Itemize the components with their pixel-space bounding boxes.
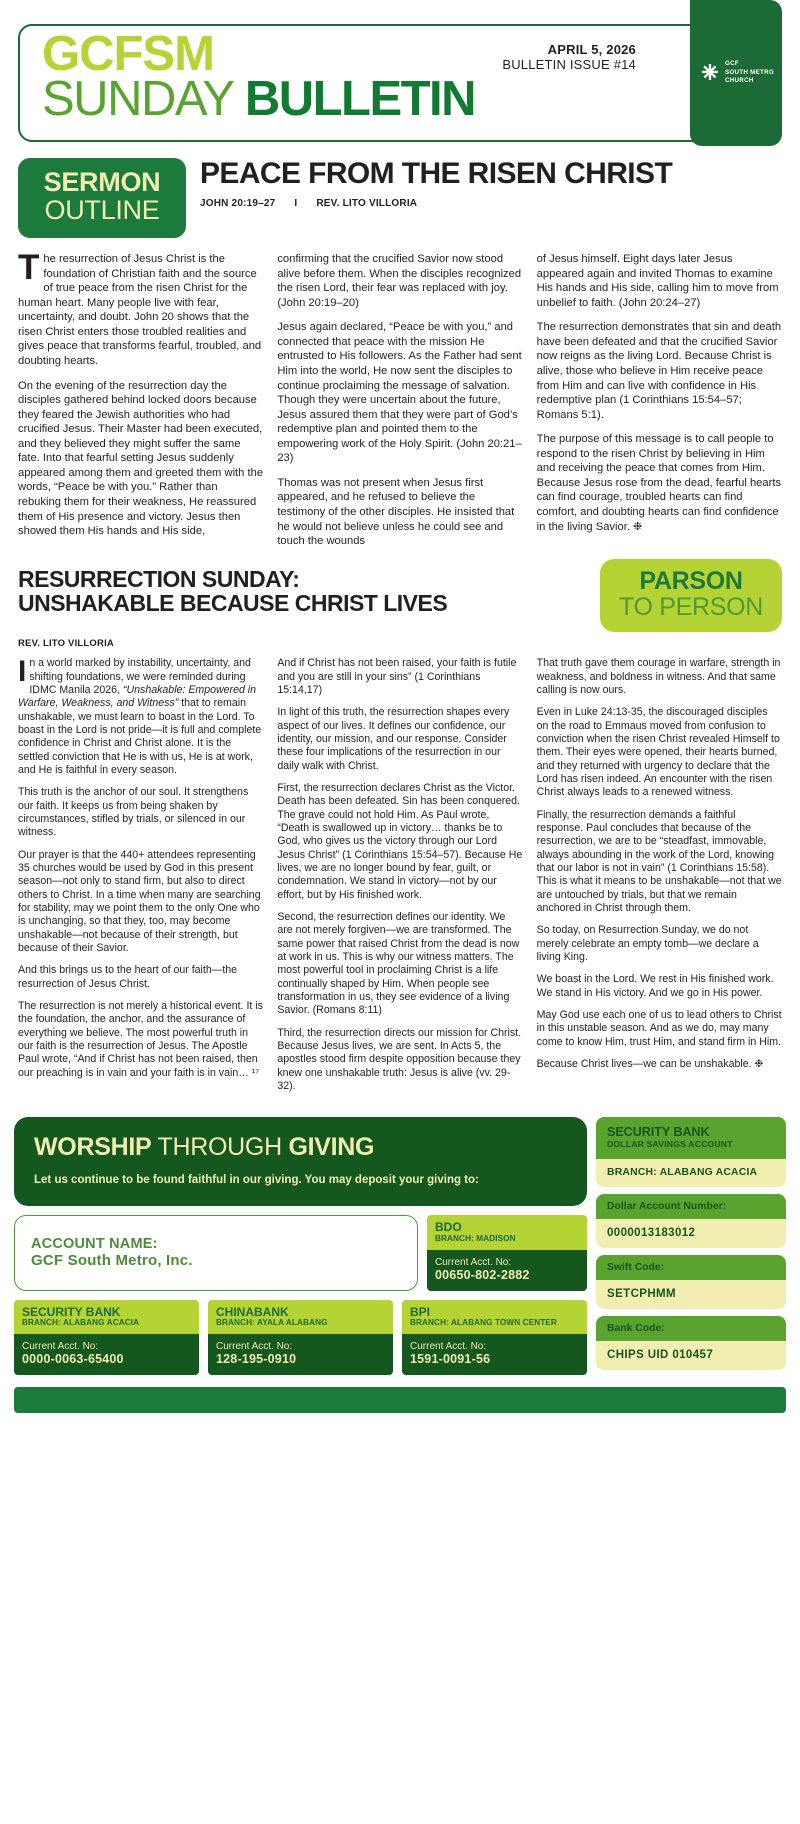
- bank-name: BDO: [435, 1220, 462, 1235]
- dollar-account-branch: BRANCH: ALABANG ACACIA: [596, 1159, 786, 1187]
- parson-paragraph: Finally, the resurrection demands a faithful response. Paul concludes that because of the resurrection, we are to be “steadfast, immovable, always abounding in the work of the Lord, knowing that our labor is not in vain” (1 Corinthians 15:58). This is what it means to be unshakable—not that we are untouched by trials, but that we remain anchored in Christ through them.: [536, 808, 782, 915]
- bank-card-header: [427, 1215, 587, 1250]
- sermon-paragraph: On the evening of the resurrection day the disciples gathered behind locked doors because they feared the Jewish authorities who had crucified Jesus. Their Master had been executed, and they believed they might suffer the same fate. Into that fearful setting Jesus suddenly appeared among them and greeted them with the words, “Peace be with you.” Rather than rebuking them for their weakness, He reassured them of His presence and victory. Jesus then showed them His hands and His side,: [18, 379, 264, 538]
- parson-paragraph: So today, on Resurrection Sunday, we do not merely celebrate an empty tomb—we declare a living King.: [536, 924, 759, 964]
- sermon-body: [18, 248, 782, 549]
- swift-code-value: SETCPHMM: [596, 1280, 786, 1309]
- parson-paragraph: And if Christ has not been raised, your faith is futile and you are still in your sins” (1 Corinthians 15:14,17): [277, 657, 517, 696]
- sermon-paragraph: Jesus again declared, “Peace be with you,” and connected that peace with the mission He entrusted to His followers. As the Father had sent Him into the world, He now sent the disciples to continue proclaiming the message of salvation. Though they were uncertain about the future, Jesus assured them that they were part of God’s redemptive plan and pointed them to the empowering work of the Holy Spirit. (John 20:21–23): [277, 321, 522, 465]
- bank-card-bpi: [402, 1300, 587, 1376]
- church-logo: [690, 0, 782, 146]
- bank-cards-row: [14, 1300, 587, 1376]
- sermon-meta-separator: I: [294, 198, 298, 210]
- sermon-scripture: JOHN 20:19–27: [200, 198, 276, 210]
- masthead-sunday: SUNDAY: [42, 72, 245, 127]
- bank-acct-number: 00650-802-2882: [435, 1267, 530, 1282]
- sermon-meta: [200, 198, 672, 209]
- giving-section: [14, 1117, 786, 1376]
- giving-heading: [34, 1133, 567, 1162]
- giving-heading-bold-1: WORSHIP: [34, 1132, 152, 1161]
- masthead: [18, 24, 782, 142]
- account-name-row: [14, 1215, 587, 1291]
- bank-card-bdo: [427, 1215, 587, 1291]
- bank-name: SECURITY BANK: [22, 1304, 121, 1319]
- sermon-column-1: [18, 248, 264, 549]
- bank-card-security-bank: [14, 1300, 199, 1376]
- dollar-account-number-value: 0000013183012: [596, 1219, 786, 1248]
- parson-badge-line-2: TO PERSON: [618, 592, 764, 621]
- parson-title: [18, 567, 447, 616]
- bank-card-header: [402, 1300, 587, 1335]
- parson-to-person-badge: [600, 559, 782, 633]
- parson-title-line-1: RESURRECTION SUNDAY:: [18, 565, 300, 592]
- parson-paragraph: And this brings us to the heart of our faith—the resurrection of Jesus Christ.: [18, 964, 238, 990]
- parson-paragraph: This truth is the anchor of our soul. It strengthens our faith. It keeps us from being shaken by circumstances, stifled by trials, or silenced in our witness.: [18, 786, 249, 839]
- parson-column-2: [277, 657, 522, 1102]
- dollar-account-number-row: [596, 1194, 786, 1248]
- sermon-paragraph: The resurrection of Jesus Christ is the foundation of Christian faith and the source of true peace from the risen Christ for the human heart. Many people live with fear, uncertainty, and doubt. John 20 shows that the risen Christ enters those troubled realities and gives peace that transforms fearful, troubled, and doubting hearts.: [18, 248, 262, 367]
- logo-line-3: CHURCH: [725, 77, 754, 85]
- sermon-outline-badge: [18, 158, 186, 238]
- parson-paragraph: In light of this truth, the resurrection shapes every aspect of our lives. It defines our confidence, our identity, our mission, and our response. Consider these four implications of the resurrection in our daily walk with Christ.: [277, 706, 510, 772]
- parson-paragraph: May God use each one of us to lead others to Christ in this unstable season. And as we do, may many come to know Him, trust Him, and stand firm in Him.: [536, 1009, 782, 1048]
- parson-title-line-2: UNSHAKABLE BECAUSE CHRIST LIVES: [18, 590, 448, 617]
- bulletin-issue: BULLETIN ISSUE #14: [502, 57, 636, 73]
- parson-body: [18, 657, 782, 1102]
- giving-subtext: Let us continue to be found faithful in our giving. You may deposit your giving to:: [34, 1173, 479, 1186]
- giving-left-column: [14, 1117, 587, 1376]
- sermon-paragraph: Thomas was not present when Jesus first appeared, and he refused to believe the testimony of the other disciples. He insisted that he would not believe unless he could see and touch the wounds: [277, 476, 515, 548]
- parson-paragraph: Third, the resurrection directs our mission for Christ. Because Jesus lives, we are sent. In Acts 5, the apostles stood firm despite opposition because they knew one unshakable truth: Jesus is alive (vv. 29-32).: [277, 1026, 522, 1093]
- bank-card-chinabank: [208, 1300, 393, 1376]
- parson-header: [18, 567, 782, 633]
- clover-cross-icon: [700, 63, 720, 83]
- bank-card-body: [402, 1334, 587, 1375]
- parson-paragraph: Because Christ lives—we can be unshakable. ❉: [536, 1058, 764, 1071]
- bank-acct-number: 0000-0063-65400: [22, 1352, 124, 1367]
- bank-acct-label: Current Acct. No:: [216, 1341, 293, 1353]
- parson-intro-paragraph: [18, 657, 263, 777]
- sermon-badge-line-2: OUTLINE: [44, 195, 160, 225]
- masthead-subtitle: [42, 72, 476, 127]
- parson-intro-b: that to remain unshakable, we must learn to boast in the Lord. To boast in the Lord is not pride—it is full and complete confidence in Christ and Christ alone. It is the settled conviction that He is with us, He is at work, and He is faithful in every season.: [18, 697, 262, 776]
- swift-code-label: Swift Code:: [596, 1255, 786, 1280]
- bank-name: CHINABANK: [216, 1304, 289, 1319]
- bulletin-page: [0, 24, 800, 1824]
- dollar-account-header: [596, 1117, 786, 1160]
- parson-badge-line-1: PARSON: [639, 566, 743, 595]
- masthead-brand: GCFSM: [42, 27, 214, 81]
- bank-card-header: [208, 1300, 393, 1335]
- parson-column-3: [537, 657, 782, 1102]
- bank-acct-label: Current Acct. No:: [435, 1256, 512, 1268]
- dollar-account-type: DOLLAR SAVINGS ACCOUNT: [607, 1139, 733, 1150]
- logo-text: [725, 60, 774, 85]
- bank-branch: BRANCH: ALABANG TOWN CENTER: [410, 1318, 557, 1328]
- bank-branch: BRANCH: AYALA ALABANG: [216, 1318, 328, 1328]
- logo-line-2: SOUTH METRO: [725, 68, 775, 76]
- sermon-title-block: [200, 158, 672, 209]
- masthead-bulletin: BULLETIN: [244, 72, 476, 127]
- bank-acct-number: 1591-0091-56: [410, 1352, 491, 1367]
- sermon-speaker: REV. LITO VILLORIA: [316, 198, 418, 210]
- parson-paragraph: That truth gave them courage in warfare, strength in weakness, and boldness in witness. And that same calling is now ours.: [536, 657, 781, 696]
- dollar-account-card: [596, 1117, 786, 1188]
- parson-paragraph: Second, the resurrection defines our identity. We are not merely forgiven—we are transformed. The same power that raised Christ from the dead is now at work in us. This is why our witness matters. The most powerful tool in proclaiming Christ is a life continually shaped by Him. When people see transformation in us, they see evidence of a living Savior. (Romans 8:11): [277, 911, 520, 1017]
- account-name-label: ACCOUNT NAME:: [31, 1236, 158, 1253]
- dollar-account-column: [596, 1117, 786, 1371]
- parson-paragraph: Even in Luke 24:13-35, the discouraged disciples on the road to Emmaus moved from confusion to conviction when the risen Christ revealed Himself to them. Their eyes were opened, their hearts burned, and they returned with urgency to declare that the Lord has risen indeed. An encounter with the risen Christ always leads to a renewed witness.: [536, 706, 780, 799]
- bank-code-label: Bank Code:: [596, 1316, 786, 1341]
- parson-paragraph: The resurrection is not merely a historical event. It is the foundation, the anchor, and the assurance of everything we believe. The most powerful truth in our faith is the resurrection of Jesus. The Apostle Paul wrote, “And if Christ has not been raised, then our preaching is in vain and your faith is in vain… ¹⁷: [18, 1000, 263, 1079]
- sermon-paragraph: The resurrection demonstrates that sin and death have been defeated and that the crucified Savior now reigns as the living Lord. Because Christ is alive, those who believe in Him receive peace from Him and can live with confidence in His redemptive plan (1 Corinthians 15:54–57; Romans 5:1).: [536, 321, 782, 421]
- parson-paragraph: First, the resurrection declares Christ as the Victor. Death has been defeated. Sin has been conquered. The grave could not hold Him. As Paul wrote, “Death is swallowed up in victory… thanks be to God, who gives us the victory through our Lord Jesus Christ” (1 Corinthians 15:54–57). Because He lives, we are no longer bound by fear, guilt, or condemnation. We stand in victory—not by our effort, but by His finished work.: [277, 781, 523, 901]
- sermon-paragraph: of Jesus himself. Eight days later Jesus appeared again and invited Thomas to examine His hands and His side, calling him to move from unbelief to faith. (John 20:24–27): [536, 253, 779, 309]
- account-name-value: GCF South Metro, Inc.: [31, 1252, 193, 1270]
- bank-acct-label: Current Acct. No:: [22, 1341, 99, 1353]
- sermon-paragraph: The purpose of this message is to call people to respond to the risen Christ by believing in Him and receiving the peace that comes from Him. Because Jesus rose from the dead, fearful hearts can find courage, troubled hearts can find comfort, and doubting hearts can find confidence in the living Savior. ❉: [536, 433, 782, 533]
- bank-branch: BRANCH: MADISON: [435, 1233, 516, 1243]
- worship-through-giving-banner: [14, 1117, 587, 1207]
- bank-card-body: [427, 1250, 587, 1291]
- account-name-card: [14, 1215, 418, 1291]
- bank-card-body: [14, 1334, 199, 1375]
- bank-branch: BRANCH: ALABANG ACACIA: [22, 1318, 140, 1328]
- bank-card-header: [14, 1300, 199, 1335]
- sermon-badge-line-1: SERMON: [43, 167, 161, 197]
- logo-line-1: GCF: [725, 60, 739, 68]
- giving-heading-light: THROUGH: [151, 1132, 289, 1161]
- parson-intro-a: In a world marked by instability, uncertainty, and shifting foundations, we were reminded during IDMC Manila 2026,: [18, 655, 251, 696]
- bank-code-value: CHIPS UID 010457: [596, 1341, 786, 1370]
- masthead-title: [42, 27, 476, 127]
- dollar-account-number-label: Dollar Account Number:: [596, 1194, 786, 1219]
- parson-paragraph: We boast in the Lord. We rest in His finished work. We stand in His victory. And we go in His power.: [536, 973, 774, 999]
- parson-paragraph: Our prayer is that the 440+ attendees representing 35 churches would be used by God in this present season—not only to stand firm, but also to direct others to Christ. In a time when many are searching for stability, may we point them to the only One who is unchanging, so that they, too, may become unshakable—not because of their strength, but because of their Savior.: [18, 848, 261, 955]
- sermon-column-2: [277, 252, 522, 549]
- bank-acct-label: Current Acct. No:: [410, 1341, 487, 1353]
- footer-bar: [14, 1387, 786, 1413]
- parson-column-1: [18, 657, 263, 1102]
- sermon-column-3: [537, 252, 782, 549]
- sermon-paragraph: confirming that the crucified Savior now stood alive before them. When the disciples recognized the risen Lord, their fear was replaced with joy. (John 20:19–20): [277, 253, 522, 309]
- bulletin-date: APRIL 5, 2026: [547, 42, 636, 57]
- masthead-date-block: [502, 42, 636, 73]
- dollar-bank-name: SECURITY BANK: [607, 1124, 710, 1139]
- bank-card-body: [208, 1334, 393, 1375]
- sermon-title: PEACE FROM THE RISEN CHRIST: [200, 157, 673, 190]
- bank-name: BPI: [410, 1304, 431, 1319]
- bank-code-row: [596, 1316, 786, 1370]
- giving-heading-bold-2: GIVING: [288, 1132, 375, 1161]
- sermon-header: [18, 158, 782, 238]
- swift-code-row: [596, 1255, 786, 1309]
- parson-intro-italic: “Unshakable: Empowered in Warfare, Weakness, and Witness”: [18, 683, 257, 710]
- parson-author: REV. LITO VILLORIA: [18, 638, 114, 650]
- bank-acct-number: 128-195-0910: [216, 1352, 297, 1367]
